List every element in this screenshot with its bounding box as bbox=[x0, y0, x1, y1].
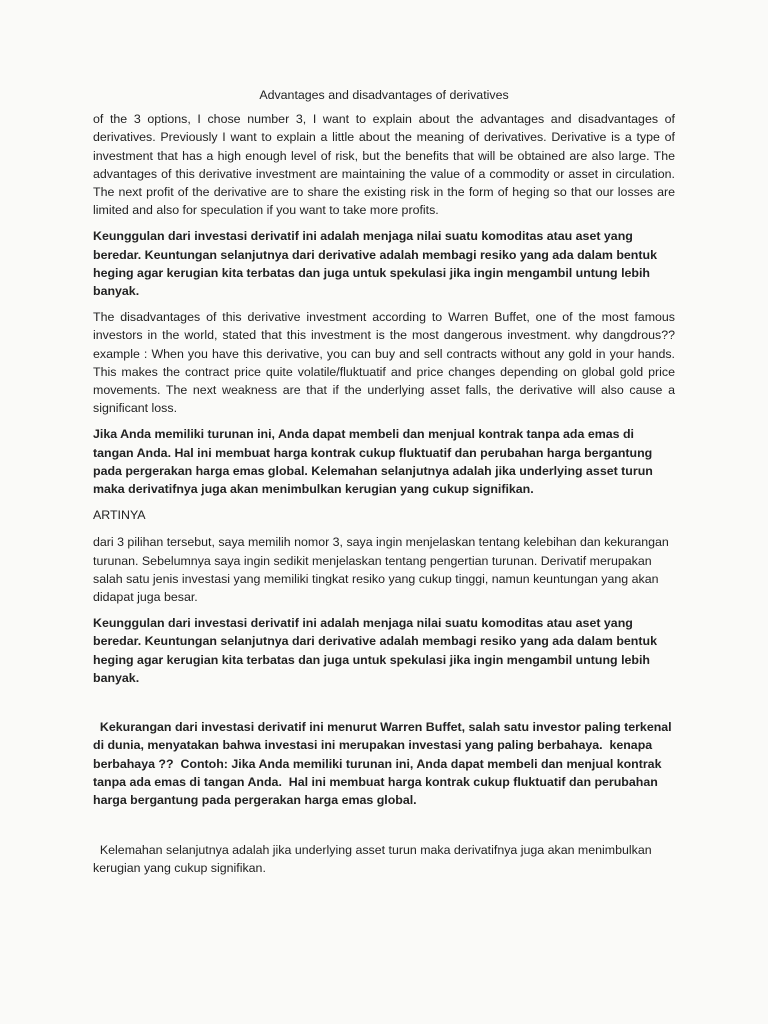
paragraph-advantages-id: Keunggulan dari investasi derivatif ini adalah menjaga nilai suatu komoditas atau aset yang beredar. Keuntungan selanjutnya dari derivative adalah membagi resiko yang ada dalam bentuk heging agar kerugian kita terbatas dan juga untuk spekulasi jika ingin mengambil untung lebih banyak. bbox=[93, 229, 657, 299]
paragraph-translation-weakness: Kelemahan selanjutnya adalah jika underlying asset turun maka derivatifnya juga akan menimbulkan kerugian yang cukup signifikan. bbox=[93, 843, 656, 876]
paragraph-translation-advantages: Keunggulan dari investasi derivatif ini adalah menjaga nilai suatu komoditas atau aset yang beredar. Keuntungan selanjutnya dari derivative adalah membagi resiko yang ada dalam bentuk heging agar kerugian kita terbatas dan juga untuk spekulasi jika ingin mengambil untung lebih banyak. bbox=[93, 616, 657, 685]
heading-artinya: ARTINYA bbox=[93, 508, 146, 523]
paragraph-translation-disadvantages: Kekurangan dari investasi derivatif ini menurut Warren Buffet, salah satu investor paling terkenal di dunia, menyatakan bahwa investasi ini merupakan investasi yang paling berbahaya. kenapa berbahaya ?? Contoh: Jika Anda memiliki turunan ini, Anda dapat membeli dan menjual kontrak tanpa ada emas di tangan Anda. Hal ini membuat harga kontrak cukup fluktuatif dan perubahan harga bergantung pada pergerakan harga emas global. bbox=[93, 720, 676, 807]
paragraph-disadvantages-id: Jika Anda memiliki turunan ini, Anda dapat membeli dan menjual kontrak tanpa ada emas di tangan Anda. Hal ini membuat harga kontrak cukup fluktuatif dan perubahan harga bergantung pada pergerakan harga emas global. Kelemahan selanjutnya adalah jika underlying asset turun maka derivatifnya juga akan menimbulkan kerugian yang cukup signifikan. bbox=[93, 427, 653, 497]
paragraph-advantages-en: of the 3 options, I chose number 3, I want to explain about the advantages and disadvantages of derivatives. Previously I want to explain a little about the meaning of derivatives. Derivative is a type of investment that has a high enough level of risk, but the benefits that will be obtained are also large. The advantages of this derivative investment are maintaining the value of a commodity or asset in circulation. The next profit of the derivative are to share the existing risk in the form of heging so that our losses are limited and also for speculation if you want to take more profits. bbox=[93, 112, 675, 218]
paragraph-disadvantages-en: The disadvantages of this derivative investment according to Warren Buffet, one of the most famous investors in the world, stated that this investment is the most dangerous investment. why dangdrous?? example : When you have this derivative, you can buy and sell contracts without any gold in your hands. This makes the contract price quite volatile/fluktuatif and price changes depending on global gold price movements. The next weakness are that if the underlying asset falls, the derivative will also cause a significant loss. bbox=[93, 310, 675, 416]
paragraph-translation-intro: dari 3 pilihan tersebut, saya memilih nomor 3, saya ingin menjelaskan tentang kelebihan dan kekurangan turunan. Sebelumnya saya ingin sedikit menjelaskan tentang pengertian turunan. Derivatif merupakan salah satu jenis investasi yang memiliki tingkat resiko yang cukup tinggi, namun keuntungan yang akan didapat juga besar. bbox=[93, 535, 669, 605]
document-title: Advantages and disadvantages of derivatives bbox=[259, 88, 509, 102]
